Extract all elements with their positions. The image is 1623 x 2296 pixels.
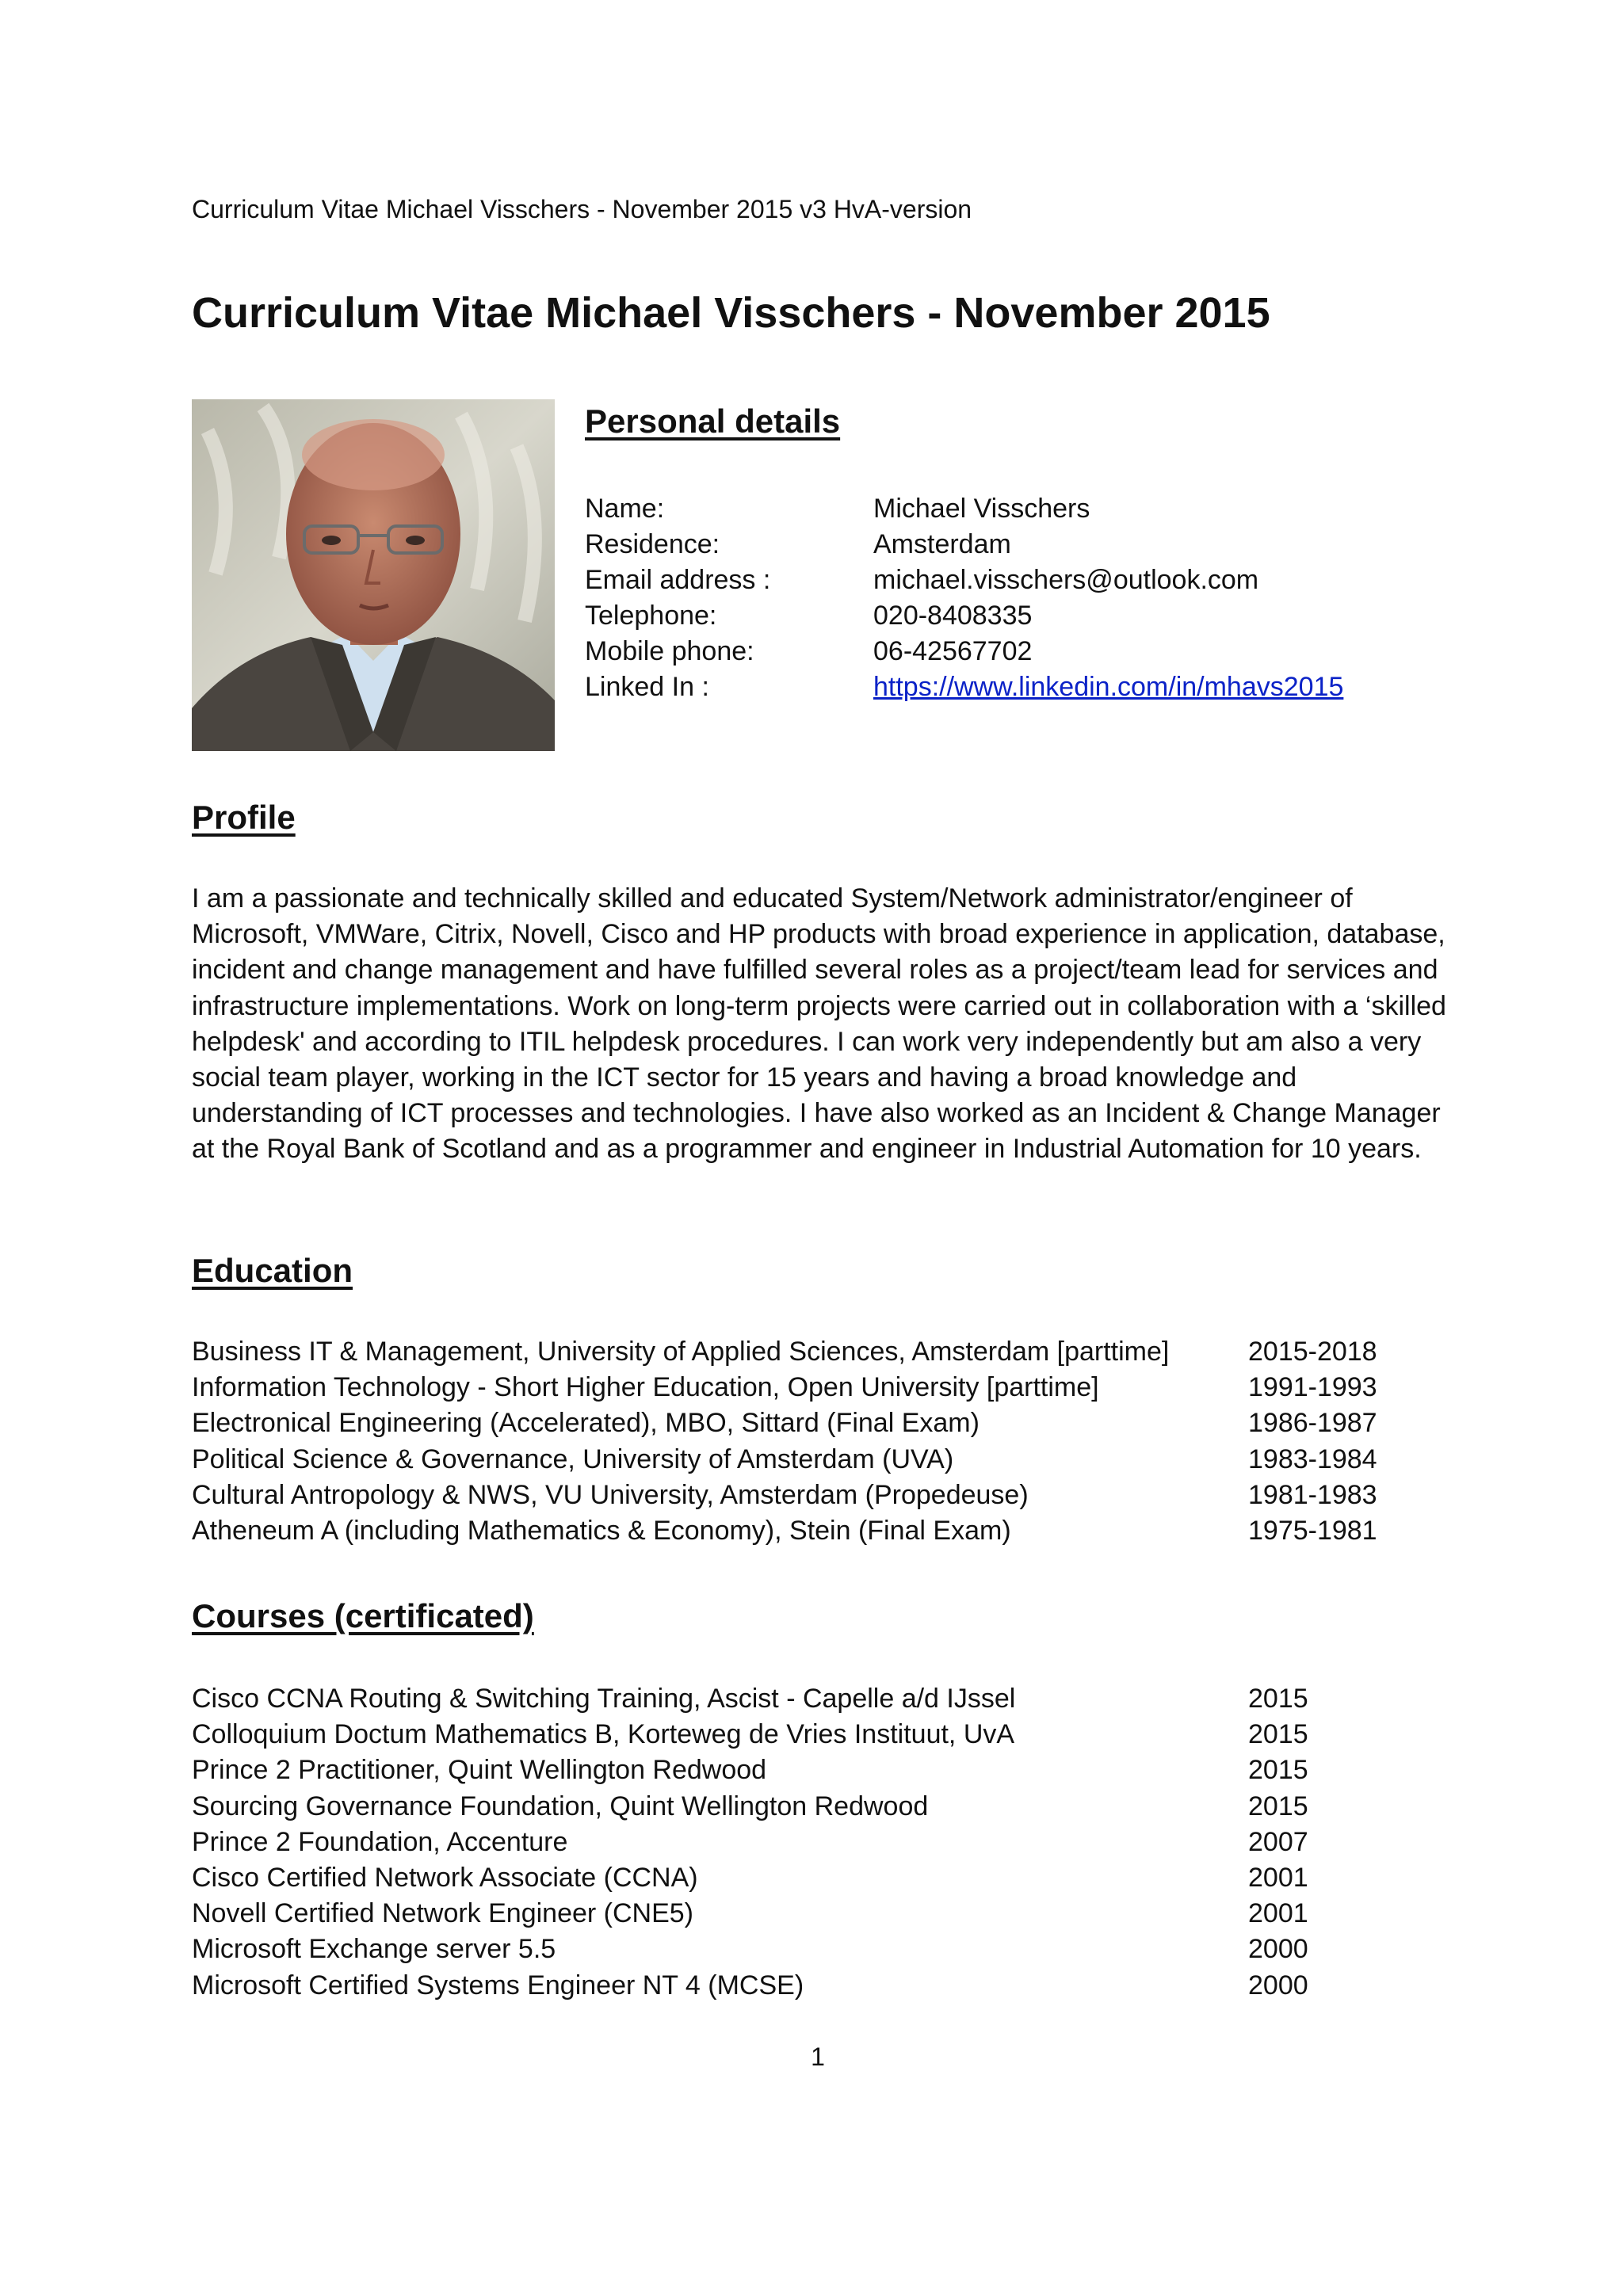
page-number: 1: [811, 2042, 825, 2071]
education-entry: Information Technology - Short Higher Education, Open University [parttime]: [192, 1372, 1099, 1403]
courses-heading: Courses (certificated): [192, 1597, 534, 1634]
education-heading: Education: [192, 1252, 353, 1289]
detail-label: Mobile phone:: [585, 636, 754, 666]
course-entry: Prince 2 Foundation, Accenture: [192, 1826, 568, 1857]
course-entry: Microsoft Certified Systems Engineer NT 4 (MCSE): [192, 1970, 804, 2000]
course-year: 2001: [1248, 1898, 1308, 1929]
page-title: Curriculum Vitae Michael Visschers - November 2015: [192, 289, 1270, 337]
course-year: 2000: [1248, 1934, 1308, 1965]
detail-value: Michael Visschers: [873, 494, 1090, 524]
list-item: [192, 1753, 1444, 1788]
detail-row-linkedin: [585, 669, 1343, 705]
education-entry: Political Science & Governance, University of Amsterdam (UVA): [192, 1444, 954, 1474]
course-entry: Microsoft Exchange server 5.5: [192, 1934, 556, 1965]
education-years: 1981-1983: [1248, 1479, 1377, 1510]
detail-row-residence: [585, 527, 1343, 563]
list-item: [192, 1334, 1444, 1370]
detail-label: Name:: [585, 494, 665, 524]
detail-row-email: [585, 563, 1343, 598]
education-entry: Atheneum A (including Mathematics & Economy), Stein (Final Exam): [192, 1515, 1011, 1546]
course-year: 2015: [1248, 1791, 1308, 1821]
list-item: [192, 1860, 1444, 1896]
personal-details-table: [585, 491, 1343, 705]
education-years: 1986-1987: [1248, 1408, 1377, 1439]
list-item: [192, 1478, 1444, 1513]
education-entry: Business IT & Management, University of Applied Sciences, Amsterdam [parttime]: [192, 1337, 1170, 1367]
detail-label: Residence:: [585, 529, 720, 559]
education-years: 1975-1981: [1248, 1515, 1377, 1546]
detail-row-telephone: [585, 598, 1343, 634]
course-entry: Colloquium Doctum Mathematics B, Korteweg de Vries Instituut, UvA: [192, 1719, 1015, 1750]
education-entry: Cultural Antropology & NWS, VU University, Amsterdam (Propedeuse): [192, 1479, 1029, 1510]
detail-label: Telephone:: [585, 601, 717, 631]
list-item: [192, 1789, 1444, 1825]
course-year: 2001: [1248, 1862, 1308, 1893]
course-entry: Prince 2 Practitioner, Quint Wellington Redwood: [192, 1755, 767, 1786]
courses-list: [192, 1681, 1444, 2004]
education-entry: Electronical Engineering (Accelerated), MBO, Sittard (Final Exam): [192, 1408, 980, 1439]
course-entry: Novell Certified Network Engineer (CNE5): [192, 1898, 694, 1929]
profile-heading: Profile: [192, 799, 296, 836]
detail-row-name: [585, 491, 1343, 527]
detail-label: Linked In :: [585, 672, 709, 702]
list-item: [192, 1932, 1444, 1967]
running-header: Curriculum Vitae Michael Visschers - November 2015 v3 HvA-version: [192, 195, 972, 223]
course-entry: Cisco Certified Network Associate (CCNA): [192, 1862, 698, 1893]
education-list: [192, 1334, 1444, 1549]
education-years: 1991-1993: [1248, 1372, 1377, 1403]
course-year: 2000: [1248, 1970, 1308, 2000]
course-entry: Cisco CCNA Routing & Switching Training, Ascist - Capelle a/d IJssel: [192, 1684, 1016, 1714]
list-item: [192, 1896, 1444, 1932]
detail-label: Email address :: [585, 565, 771, 595]
detail-value: 020-8408335: [873, 601, 1033, 631]
detail-row-mobile: [585, 634, 1343, 669]
personal-details-heading: Personal details: [585, 402, 841, 440]
course-entry: Sourcing Governance Foundation, Quint Wellington Redwood: [192, 1791, 929, 1821]
list-item: [192, 1513, 1444, 1549]
education-years: 2015-2018: [1248, 1337, 1377, 1367]
list-item: [192, 1405, 1444, 1441]
list-item: [192, 1968, 1444, 2004]
list-item: [192, 1370, 1444, 1405]
profile-text: I am a passionate and technically skilled and educated System/Network administrator/engineer of Microsoft, VMWare, Citrix, Novell, Cisco and HP products with broad experience in application, database, incident and change management and have fulfilled several roles as a project/team lead for services and infrastructure implementations. Work on long-term projects were carried out in collaboration with a ‘skilled helpdesk' and according to ITIL helpdesk procedures. I can work very independently but am also a very social team player, working in the ICT sector for 15 years and having a broad knowledge and understanding of ICT processes and technologies. I have also worked as an Incident & Change Manager at the Royal Bank of Scotland and as a programmer and engineer in Industrial Automation for 10 years.: [192, 883, 1446, 1165]
course-year: 2015: [1248, 1755, 1308, 1786]
detail-value: 06-42567702: [873, 636, 1033, 666]
course-year: 2007: [1248, 1826, 1308, 1857]
email-value: michael.visschers@outlook.com: [873, 565, 1259, 595]
list-item: [192, 1717, 1444, 1753]
course-year: 2015: [1248, 1684, 1308, 1714]
detail-value: Amsterdam: [873, 529, 1011, 559]
list-item: [192, 1442, 1444, 1478]
list-item: [192, 1681, 1444, 1717]
education-years: 1983-1984: [1248, 1444, 1377, 1474]
course-year: 2015: [1248, 1719, 1308, 1750]
profile-photo: [192, 399, 555, 751]
list-item: [192, 1825, 1444, 1860]
linkedin-link[interactable]: https://www.linkedin.com/in/mhavs2015: [873, 672, 1344, 702]
